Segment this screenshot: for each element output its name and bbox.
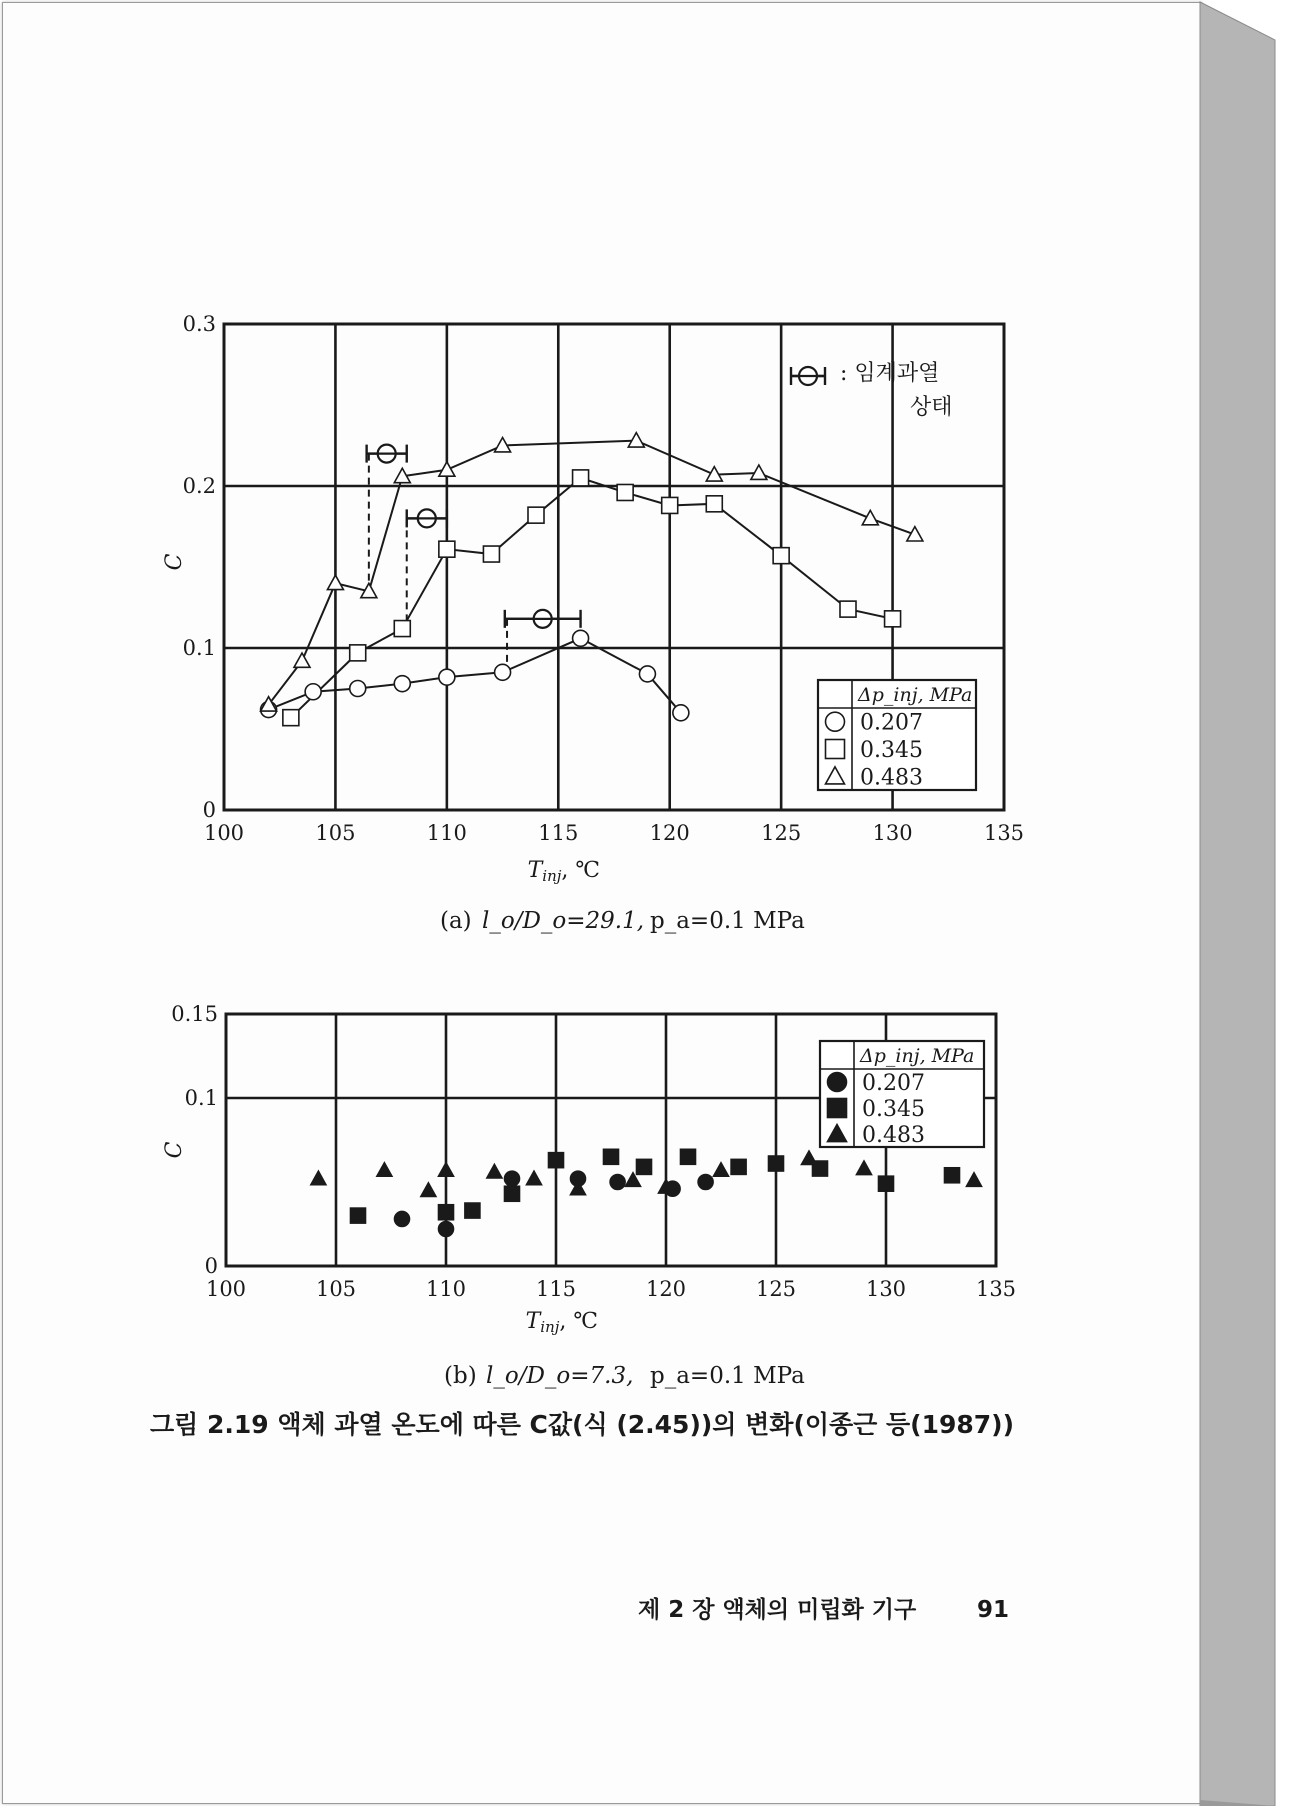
data-point-square [283, 710, 299, 726]
x-tick-label: 120 [649, 821, 690, 845]
chart-b-x-axis-label: Tinj, ℃ [525, 1309, 598, 1336]
data-point-circle [639, 666, 655, 682]
data-point-square [483, 546, 499, 562]
x-tick-label: 120 [645, 1277, 687, 1301]
x-tick-label: 115 [538, 821, 579, 845]
data-point-triangle-filled [487, 1164, 502, 1178]
legend-header: Δp_inj, MPa [860, 1045, 975, 1067]
footer-chapter: 제 2 장 액체의 미립화 기구 [638, 1597, 917, 1623]
legend-entry-label: 0.207 [860, 710, 923, 736]
data-point-triangle [327, 575, 343, 589]
data-point-square-filled [637, 1159, 652, 1174]
legend-marker-square [826, 740, 845, 759]
data-point-square [350, 645, 366, 661]
chart-a-caption-prefix: (a) [440, 908, 472, 934]
y-tick-label: 0.1 [184, 1086, 218, 1110]
data-point-square [840, 601, 856, 617]
data-point-triangle-filled [421, 1183, 436, 1197]
legend-marker-circle-filled [828, 1073, 847, 1092]
data-point-square-filled [505, 1186, 520, 1201]
chart-a-series-lines [269, 441, 915, 718]
series-line-circle [269, 638, 681, 713]
data-point-triangle-filled [857, 1161, 872, 1175]
data-point-square [617, 484, 633, 500]
figure-caption: 그림 2.19 액체 과열 온도에 따른 C값(식 (2.45))의 변화(이종근 등(1987)) [150, 1410, 1015, 1439]
data-point-square-filled [351, 1208, 366, 1223]
chart-a-caption [440, 908, 805, 934]
legend-marker-circle [826, 712, 845, 731]
chart-b-y-axis-label: C [162, 1141, 187, 1159]
x-tick-label: 125 [755, 1277, 797, 1301]
data-point-circle-filled [439, 1222, 454, 1237]
chart-b-caption-prefix: (b) [444, 1363, 477, 1389]
chart-b-x-ticks [206, 1277, 1016, 1301]
legend-entry-label: 0.345 [860, 738, 923, 763]
x-tick-label: 105 [315, 1277, 357, 1301]
data-point-triangle [294, 653, 310, 667]
chart-a-x-axis-label: Tinj, ℃ [527, 858, 600, 885]
data-point-triangle-filled [714, 1163, 729, 1177]
x-tick-label: 110 [426, 821, 467, 845]
data-point-square [528, 507, 544, 523]
chart-a-legend [818, 680, 976, 790]
chart-b-legend [820, 1041, 984, 1148]
chart-a-y-axis-label: C [162, 553, 187, 571]
data-point-triangle-filled [311, 1171, 326, 1185]
y-tick-label: 0.1 [182, 636, 216, 660]
data-point-circle [495, 664, 511, 680]
x-tick-label: 115 [535, 1277, 577, 1301]
legend-entry-label: 0.483 [860, 765, 923, 791]
chart-a-x-ticks [204, 821, 1024, 845]
data-point-triangle [907, 527, 923, 541]
data-point-square [394, 621, 410, 637]
y-tick-label: 0.15 [171, 1002, 218, 1026]
chart-a [162, 312, 1024, 934]
y-tick-label: 0.2 [182, 474, 216, 498]
data-point-square-filled [879, 1176, 894, 1191]
chart-a-y-ticks [183, 312, 216, 822]
data-point-triangle [862, 510, 878, 524]
data-point-circle [394, 676, 410, 692]
data-point-circle-filled [505, 1171, 520, 1186]
data-point-triangle [439, 462, 455, 476]
data-point-square-filled [439, 1205, 454, 1220]
y-tick-label: 0.3 [182, 312, 216, 336]
data-point-triangle [751, 465, 767, 479]
chart-b-y-ticks [171, 1002, 218, 1278]
x-tick-label: 125 [761, 821, 802, 845]
y-tick-label: 0 [204, 1254, 218, 1278]
data-point-square-filled [731, 1159, 746, 1174]
chart-b-caption-pressure: p_a=0.1 MPa [650, 1363, 805, 1389]
chart-b-caption [444, 1363, 805, 1389]
x-tick-label: 100 [205, 1277, 247, 1301]
chart-b-markers [311, 1149, 982, 1236]
x-tick-label: 130 [872, 821, 913, 845]
data-point-triangle-filled [377, 1163, 392, 1177]
legend-entry-label: 0.483 [862, 1123, 925, 1148]
data-point-triangle-filled [527, 1171, 542, 1185]
data-point-square-filled [681, 1149, 696, 1164]
data-point-square-filled [945, 1168, 960, 1183]
y-tick-label: 0 [202, 798, 216, 822]
data-point-triangle-filled [967, 1173, 982, 1187]
series-line-triangle [269, 441, 915, 705]
data-point-square-filled [549, 1153, 564, 1168]
data-point-square [885, 611, 901, 627]
data-point-circle [573, 630, 589, 646]
annotation-line-2: 상태 [910, 395, 953, 420]
legend-entry-label: 0.207 [862, 1071, 925, 1096]
data-point-triangle [628, 433, 644, 447]
data-point-circle [305, 684, 321, 700]
data-point-square [439, 541, 455, 557]
x-tick-label: 105 [315, 821, 356, 845]
data-point-square-filled [769, 1156, 784, 1171]
x-tick-label: 100 [203, 821, 245, 845]
annotation-line-1: : 임계과열 [840, 361, 940, 386]
data-point-square [573, 470, 589, 486]
data-point-circle [439, 669, 455, 685]
chart-b [162, 1002, 1016, 1389]
data-point-square [662, 497, 678, 513]
data-point-circle-filled [610, 1175, 625, 1190]
chart-a-caption-ratio: l_o/D_o=29.1, [482, 908, 645, 934]
data-point-triangle-filled [802, 1151, 817, 1165]
data-point-triangle-filled [439, 1163, 454, 1177]
legend-entry-label: 0.345 [862, 1097, 925, 1122]
data-point-square-filled [465, 1203, 480, 1218]
data-point-circle [350, 681, 366, 697]
series-line-square [291, 478, 893, 718]
data-point-square [773, 548, 789, 564]
data-point-circle [673, 705, 689, 721]
footer-page-number: 91 [977, 1597, 1010, 1623]
x-tick-label: 110 [425, 1277, 467, 1301]
data-point-square [706, 496, 722, 512]
legend-header: Δp_inj, MPa [858, 684, 973, 706]
x-tick-label: 130 [865, 1277, 907, 1301]
data-point-circle-filled [698, 1175, 713, 1190]
chart-a-caption-pressure: p_a=0.1 MPa [650, 908, 805, 934]
data-point-circle-filled [395, 1211, 410, 1226]
data-point-square-filled [604, 1149, 619, 1164]
legend-marker-square-filled [828, 1099, 847, 1118]
x-tick-label: 135 [983, 821, 1025, 845]
critical-point-symbol [791, 367, 825, 385]
chart-a-annotation [791, 361, 953, 420]
chart-b-caption-ratio: l_o/D_o=7.3, [486, 1363, 634, 1389]
x-tick-label: 135 [975, 1277, 1017, 1301]
